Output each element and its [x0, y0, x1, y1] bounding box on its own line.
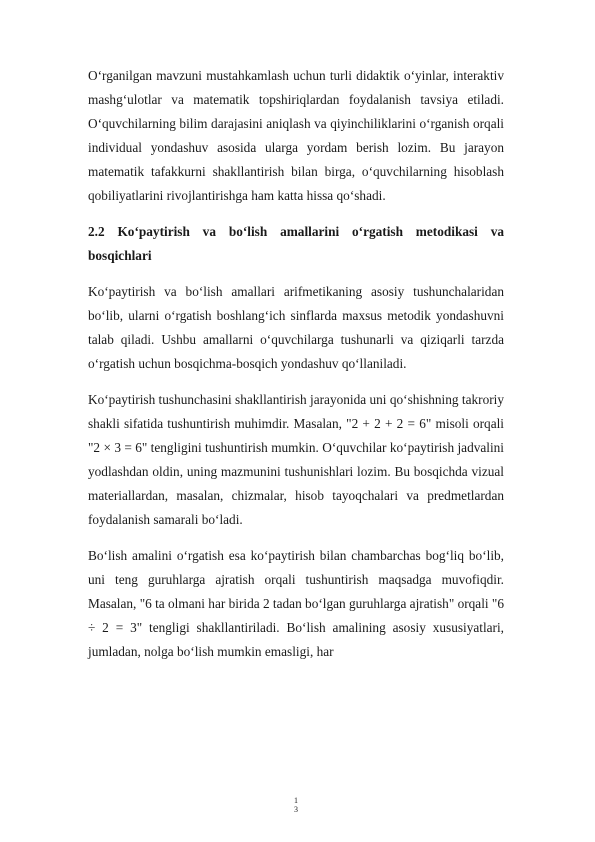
- paragraph: Ko‘paytirish va bo‘lish amallari arifmetikaning asosiy tushunchalaridan bo‘lib, ularni o‘rgatish boshlang‘ich sinflarda maxsus metodik yondashuvni talab qiladi. Ushbu amallarni o‘quvchilarga tushunarli va qiziqarli tarzda o‘rgatish uchun bosqichma-bosqich yondashuv qo‘llaniladi.: [88, 284, 504, 371]
- paragraph: Bo‘lish amalini o‘rgatish esa ko‘paytirish bilan chambarchas bog‘liq bo‘lib, uni teng guruhlarga ajratish orqali tushuntirish maqsadga muvofiqdir. Masalan, "6 ta olmani har birida 2 tadan bo‘lgan guruhlarga ajratish" orqali "6 ÷ 2 = 3" tengligi shakllantiriladi. Bo‘lish amalining asosiy xususiyatlari, jumladan, nolga bo‘lish mumkin emasligi, har: [88, 548, 504, 659]
- page-number-digit: 3: [294, 805, 298, 814]
- paragraph: Ko‘paytirish tushunchasini shakllantirish jarayonida uni qo‘shishning takroriy shakli sifatida tushuntirish muhimdir. Masalan, "2 + 2 + 2 = 6" misoli orqali "2 × 3 = 6" tengligini tushuntirish mumkin. O‘quvchilar ko‘paytirish jadvalini yodlashdan oldin, uning mazmunini tushunishlari lozim. Bu bosqichda vizual materiallardan, masalan, chizmalar, hisob tayoqchalari va predmetlardan foydalanish samarali bo‘ladi.: [88, 392, 504, 527]
- section-heading: 2.2 Ko‘paytirish va bo‘lish amallarini o‘rgatish metodikasi va bosqichlari: [88, 224, 504, 263]
- paragraph: O‘rganilgan mavzuni mustahkamlash uchun turli didaktik o‘yinlar, interaktiv mashg‘ulotlar va matematik topshiriqlardan foydalanish tavsiya etiladi. O‘quvchilarning bilim darajasini aniqlash va qiyinchiliklarini o‘rganish orqali individual yondashuv asosida ularga yordam berish lozim. Bu jarayon matematik tafakkurni shakllantirish bilan birga, o‘quvchilarning hisoblash qobiliyatlarini rivojlantirishga ham katta hissa qo‘shadi.: [88, 68, 504, 203]
- page-number-digit: 1: [294, 796, 298, 805]
- document-page: [88, 64, 504, 676]
- page-number: [286, 796, 306, 814]
